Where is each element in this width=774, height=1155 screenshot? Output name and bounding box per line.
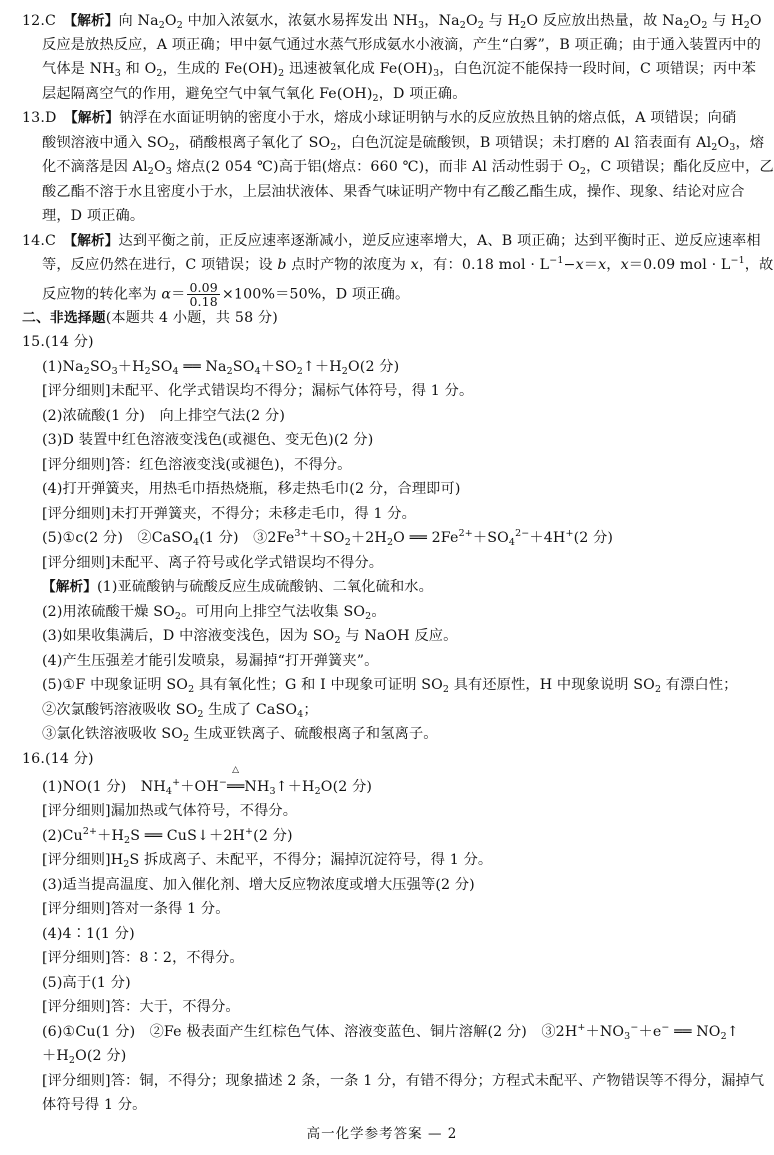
text-line: 二、非选择题(本题共 4 小题，共 58 分) (22, 310, 278, 326)
text-line: (2)用浓硫酸干燥 $SO_2$。可用向上排空气法收集 $SO_2$。 (42, 604, 386, 622)
text-line: 酸钡溶液中通入 $SO_2$，硝酸根离子氧化了 $SO_2$，白色沉淀是硫酸钡，B 项错误；未打磨的 Al 箔表面有 $Al_2O_3$，熔 (42, 135, 765, 153)
text-line: (6)①Cu(1 分) ②Fe 极表面产生红棕色气体、溶液变蓝色、铜片溶解(2 分) $③2H^++NO_3^-+e^-$ ══ $NO_2↑$ (42, 1022, 739, 1042)
text-line: 反应是放热反应，A 项正确；甲中氨气通过水蒸气形成氨水小液滴，产生“白雾”，B 项正确；由于通入装置丙中的 (42, 37, 761, 53)
text-line: 反应物的转化率为 α＝ $\frac{0.09}{0.18}$ ×100%＝50%，D 项正确。 (42, 280, 410, 309)
text-line: 15.(14 分) (22, 334, 94, 350)
text-line: 12.C 【解析】向 $Na_2O_2$ 中加入浓氨水，浓氨水易挥发出 $NH_3$，$Na_2O_2$ 与 $H_2O$ 反应放出热量，故 $Na_2O_2$ 与 $H_2O$ (22, 13, 762, 31)
text-line: [评分细则]答：8∶2，不得分。 (42, 950, 244, 966)
text-line: (4)产生压强差才能引发喷泉，易漏掉“打开弹簧夹”。 (42, 653, 379, 669)
text-line: [评分细则]漏加热或气体符号，不得分。 (42, 803, 298, 819)
text-line: 理，D 项正确。 (42, 208, 145, 224)
text-line: (3)适当提高温度、加入催化剂、增大反应物浓度或增大压强等(2 分) (42, 877, 475, 893)
text-line: ③氯化铁溶液吸收 $SO_2$ 生成亚铁离子、硫酸根离子和氢离子。 (42, 726, 438, 744)
text-line: (5)①F 中现象证明 $SO_2$ 具有氧化性；G 和 I 中现象可证明 $SO_2$ 具有还原性，H 中现象说明 $SO_2$ 有漂白性； (42, 677, 738, 695)
text-line: [评分细则]$H_2S$ 拆成离子、未配平，不得分；漏掉沉淀符号，得 1 分。 (42, 852, 493, 870)
text-line: 等，反应仍然在进行，C 项错误；设 b 点时产物的浓度为 x，有：0.18 mol · $L^{-1}-x=x$，x＝0.09 mol · $L^{-1}$，故 (42, 255, 774, 273)
text-line: 16.(14 分) (22, 751, 94, 767)
text-line: 【解析】(1)亚硫酸钠与硫酸反应生成硫酸钠、二氧化硫和水。 (42, 579, 433, 595)
text-line: $(1)Na_2SO_3+H_2SO_4$ ══ $Na_2SO_4+SO_2↑+H_2O(2$ 分) (42, 359, 400, 377)
text-line: 体符号得 1 分。 (42, 1097, 147, 1113)
text-line: 14.C 【解析】达到平衡之前，正反应速率逐渐减小，逆反应速率增大，A、B 项正确；达到平衡时正、逆反应速率相 (22, 233, 761, 249)
text-line: [评分细则]答：大于，不得分。 (42, 999, 240, 1015)
text-line: 层起隔离空气的作用，避免空气中氧气氧化 $Fe(OH)_2$，D 项正确。 (42, 86, 467, 104)
text-line: (4)打开弹簧夹，用热毛巾捂热烧瓶，移走热毛巾(2 分，合理即可) (42, 481, 461, 497)
page-footer: 高一化学参考答案 — 2 (306, 1126, 458, 1142)
text-line: [评分细则]答对一条得 1 分。 (42, 901, 230, 917)
text-line: [评分细则]未打开弹簧夹，不得分；未移走毛巾，得 1 分。 (42, 506, 416, 522)
text-line: [评分细则]答：红色溶液变浅(或褪色)，不得分。 (42, 457, 352, 473)
text-line: $(2)Cu^{2+}+H_2S$ ══ CuS↓＋2H+(2 分) (42, 826, 293, 846)
text-line: ②次氯酸钙溶液吸收 $SO_2$ 生成了 CaSO$_4$； (42, 702, 318, 720)
text-line: 化不滴落是因 $Al_2O_3$ 熔点(2 054 ℃)高于铝(熔点：660 ℃)，而非 Al 活动性弱于 $O_2$，C 项错误；酯化反应中，乙 (42, 159, 774, 177)
text-line: (3)D 装置中红色溶液变浅色(或褪色、变无色)(2 分) (42, 432, 374, 448)
text-line: $+H_2O(2$ 分) (42, 1048, 127, 1066)
text-line: [评分细则]未配平、离子符号或化学式错误均不得分。 (42, 555, 384, 571)
text-line: (3)如果收集满后，D 中溶液变浅色，因为 $SO_2$ 与 NaOH 反应。 (42, 628, 458, 646)
text-line: [评分细则]未配平、化学式错误均不得分；漏标气体符号，得 1 分。 (42, 383, 474, 399)
text-line: (1)NO(1 分) $NH_4^++OH^-$ △ $══NH_3↑+H_2O(2$ 分) (42, 765, 373, 797)
text-line: [评分细则]答：铜，不得分；现象描述 2 条，一条 1 分，有错不得分；方程式未配平、产物错误等不得分，漏掉气 (42, 1073, 765, 1089)
text-line: 气体是 $NH_3$ 和 $O_2$，生成的 $Fe(OH)_2$ 迅速被氧化成 $Fe(OH)_3$，白色沉淀不能保持一段时间，C 项错误；丙中苯 (42, 61, 757, 79)
text-line: (5)高于(1 分) (42, 975, 131, 991)
text-line: (2)浓硫酸(1 分) 向上排空气法(2 分) (42, 408, 286, 424)
text-line: (4)4∶1(1 分) (42, 926, 135, 942)
text-line: 酸乙酯不溶于水且密度小于水，上层油状液体、果香气味证明产物中有乙酸乙酯生成，操作、现象、结论对应合 (42, 184, 745, 200)
text-line: 13.D 【解析】钠浮在水面证明钠的密度小于水，熔成小球证明钠与水的反应放热且钠的熔点低，A 项错误；向硝 (22, 110, 737, 126)
text-line: (5)①c(2 分) ②CaSO$_4$(1 分) $③2Fe^{3+}+SO_2+2H_2O$ ══ $2Fe^{2+}+SO_4^{2-}+4H^+(2$ 分) (42, 528, 614, 548)
